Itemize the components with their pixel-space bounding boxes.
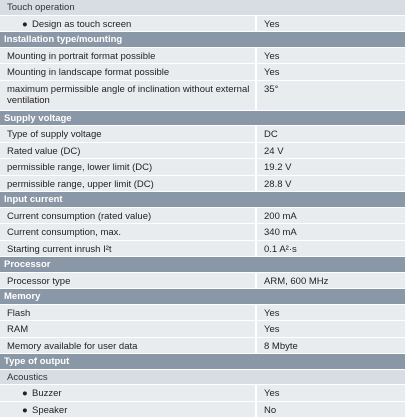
- spec-row: [0, 159, 405, 176]
- spec-value: Yes: [257, 16, 405, 32]
- section-header-input-current: Input current: [0, 192, 405, 208]
- spec-row: [0, 143, 405, 160]
- spec-label: Mounting in portrait format possible: [0, 48, 255, 64]
- spec-row: [0, 64, 405, 81]
- spec-value: Yes: [257, 48, 405, 64]
- spec-row: [0, 208, 405, 225]
- spec-value: DC: [257, 126, 405, 142]
- spec-label: Current consumption, max.: [0, 224, 255, 240]
- label-text: Speaker: [32, 405, 67, 416]
- subheading-touch-operation: Touch operation: [0, 0, 405, 16]
- spec-label: Starting current inrush I²t: [0, 241, 255, 257]
- spec-label: Mounting in landscape format possible: [0, 64, 255, 80]
- section-header-supply-voltage: Supply voltage: [0, 111, 405, 127]
- spec-value: 28.8 V: [257, 176, 405, 192]
- spec-label: permissible range, upper limit (DC): [0, 176, 255, 192]
- spec-label: Current consumption (rated value): [0, 208, 255, 224]
- spec-label: permissible range, lower limit (DC): [0, 159, 255, 175]
- spec-row: [0, 176, 405, 193]
- section-header-memory: Memory: [0, 289, 405, 305]
- spec-label: Memory available for user data: [0, 338, 255, 354]
- spec-value: 35°: [257, 81, 405, 110]
- spec-value: Yes: [257, 321, 405, 337]
- spec-label: Rated value (DC): [0, 143, 255, 159]
- spec-row: [0, 126, 405, 143]
- section-header-installation: Installation type/mounting: [0, 32, 405, 48]
- spec-label: Type of supply voltage: [0, 126, 255, 142]
- spec-label: maximum permissible angle of inclination without external ventilation: [0, 81, 255, 110]
- spec-label: [0, 385, 255, 401]
- spec-row: [0, 402, 405, 418]
- spec-label: Flash: [0, 305, 255, 321]
- bullet-icon: ●: [22, 388, 32, 400]
- spec-row: [0, 305, 405, 322]
- spec-value: Yes: [257, 305, 405, 321]
- section-header-type-of-output: Type of output: [0, 354, 405, 370]
- spec-row: [0, 16, 405, 33]
- spec-row: [0, 81, 405, 111]
- spec-value: 24 V: [257, 143, 405, 159]
- spec-label: RAM: [0, 321, 255, 337]
- spec-label: [0, 402, 255, 418]
- spec-value: 8 Mbyte: [257, 338, 405, 354]
- spec-row: [0, 224, 405, 241]
- spec-value: Yes: [257, 385, 405, 401]
- subheading-acoustics: Acoustics: [0, 370, 405, 386]
- spec-row: [0, 273, 405, 290]
- label-text: Buzzer: [32, 388, 62, 399]
- label-text: Design as touch screen: [32, 19, 131, 30]
- bullet-icon: ●: [22, 19, 32, 31]
- spec-value: 200 mA: [257, 208, 405, 224]
- spec-row: [0, 321, 405, 338]
- spec-row: [0, 48, 405, 65]
- spec-value: 19.2 V: [257, 159, 405, 175]
- spec-value: 0.1 A²·s: [257, 241, 405, 257]
- spec-value: ARM, 600 MHz: [257, 273, 405, 289]
- bullet-icon: ●: [22, 405, 32, 417]
- spec-row: [0, 338, 405, 355]
- spec-label: [0, 16, 255, 32]
- spec-row: [0, 385, 405, 402]
- spec-value: No: [257, 402, 405, 418]
- spec-value: 340 mA: [257, 224, 405, 240]
- spec-value: Yes: [257, 64, 405, 80]
- spec-row: [0, 241, 405, 258]
- section-header-processor: Processor: [0, 257, 405, 273]
- spec-label: Processor type: [0, 273, 255, 289]
